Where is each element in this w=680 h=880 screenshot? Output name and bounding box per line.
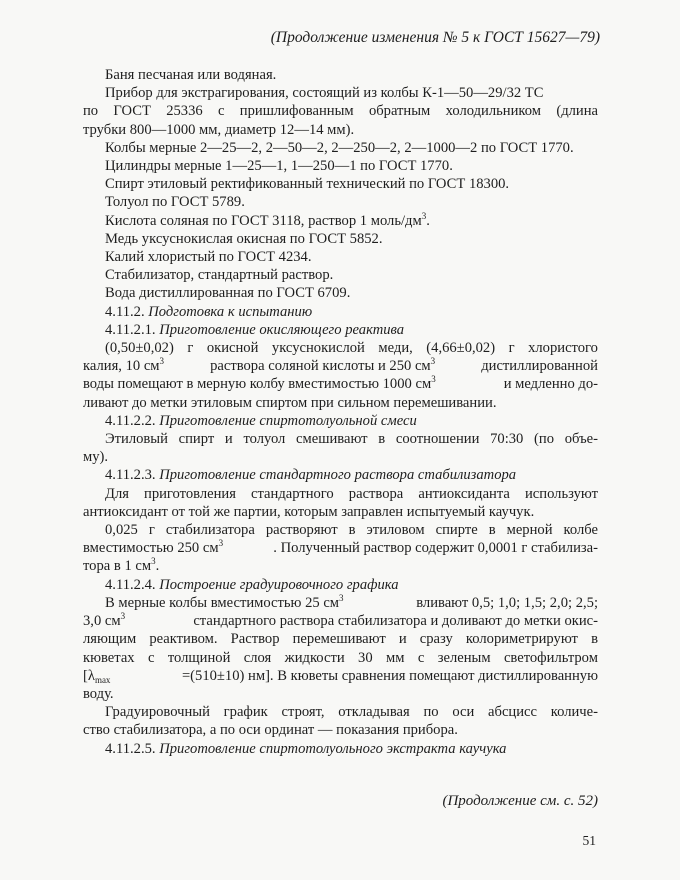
word: ляющим	[83, 631, 137, 648]
word: колбе	[563, 522, 598, 539]
text-line: воду.	[83, 685, 114, 702]
text-line: му).	[83, 449, 109, 466]
text-line	[83, 612, 598, 630]
superscript: 3	[218, 538, 224, 549]
superscript: 3	[159, 356, 165, 367]
word: и	[224, 431, 233, 448]
section-number: 4.11.2.2.	[105, 412, 156, 429]
text-run: вместимостью 250 см	[83, 540, 219, 557]
word: по	[83, 103, 99, 120]
section-heading	[83, 576, 598, 594]
superscript: 3	[120, 611, 126, 622]
text-line	[83, 357, 598, 375]
text-line	[83, 485, 598, 503]
text-line: антиоксидант от той же партии, которым заправлен испытуемый каучук.	[83, 503, 535, 520]
word: стабилизатора	[165, 522, 255, 539]
text-line	[83, 375, 598, 393]
section-title: Приготовление спиртотолуольного экстракта каучука	[159, 740, 507, 757]
text-line	[83, 521, 598, 539]
text-run: В мерные колбы вместимостью 25 см	[105, 594, 340, 611]
word: хлористого	[528, 340, 598, 357]
word: Градуировочный	[105, 704, 210, 721]
text-line: Баня песчаная или водяная.	[105, 67, 277, 83]
word: спирте	[435, 522, 478, 539]
section-title: Подготовка к испытанию	[148, 303, 313, 320]
superscript: 3	[151, 556, 156, 567]
text-run: воды помещают в мерную колбу вместимостью 1000 см	[83, 376, 432, 393]
word: откладывая	[338, 704, 410, 721]
word: график	[223, 704, 268, 721]
section-number: 4.11.2.4.	[105, 576, 156, 593]
word: толщиной	[167, 649, 231, 666]
word: 25336	[166, 103, 203, 120]
document-body	[83, 66, 598, 758]
word: окисной	[206, 340, 259, 357]
word: (4,66±0,02)	[426, 340, 496, 357]
word: реактивом.	[149, 631, 218, 648]
subscript: max	[94, 674, 111, 685]
text-run	[83, 375, 436, 393]
section-title: Приготовление стандартного раствора стабилизатора	[159, 467, 517, 484]
word: г	[508, 340, 515, 357]
text-run: тора в 1 см	[83, 558, 152, 575]
word: строят,	[281, 704, 325, 721]
superscript: 3	[430, 356, 436, 367]
text-line	[83, 703, 598, 721]
page-number: 51	[582, 833, 596, 848]
section-number: 4.11.2.1.	[105, 321, 156, 338]
text-line: Вода дистиллированная по ГОСТ 6709.	[105, 285, 351, 302]
text-run	[83, 612, 125, 630]
word: 30	[358, 649, 373, 666]
text-run	[210, 357, 435, 375]
word: пришлифованным	[239, 103, 354, 120]
word: перемешивают	[292, 631, 386, 648]
word: светофильтром	[503, 649, 598, 666]
word: г	[187, 340, 194, 357]
word: толуол	[243, 431, 286, 448]
section-heading	[83, 321, 598, 339]
section-heading	[83, 303, 598, 321]
text-line	[83, 630, 598, 648]
text-line: Цилиндры мерные 1—25—1, 1—250—1 по ГОСТ 1770.	[105, 158, 453, 175]
word: Для	[105, 485, 129, 502]
text-line	[83, 649, 598, 667]
text-run: .	[155, 558, 160, 575]
section-title: Приготовление спиртотолуольной смеси	[159, 412, 417, 429]
text-line: ливают до метки этиловым спиртом при сильном перемешивании.	[83, 394, 497, 411]
text-line	[83, 430, 598, 448]
word: г	[148, 522, 155, 539]
superscript: 3	[339, 592, 344, 603]
text-run	[83, 357, 164, 375]
word: колориметрируют	[465, 631, 578, 648]
section-title: Приготовление окисляющего реактива	[159, 321, 405, 338]
text-run	[105, 594, 344, 612]
word: (по	[534, 431, 555, 448]
text-run	[83, 667, 110, 685]
word: Раствор	[230, 631, 280, 648]
word: с	[147, 649, 155, 666]
word: с	[217, 103, 225, 120]
text-run	[83, 539, 223, 557]
word: в	[378, 431, 386, 448]
word: холодильником	[445, 103, 542, 120]
superscript: 3	[421, 210, 427, 221]
text-line: Прибор для экстрагирования, состоящий из колбы К-1—50—29/32 ТС	[105, 85, 544, 102]
word: в	[348, 522, 356, 539]
word: стандартного	[251, 485, 334, 502]
text-run: [λ	[83, 667, 95, 684]
section-number: 4.11.2.5.	[105, 740, 156, 757]
word: антиоксиданта	[418, 485, 510, 502]
text-run: дистиллированной	[481, 358, 598, 375]
word: сразу	[419, 631, 453, 648]
word: слоя	[243, 649, 272, 666]
word: приготовления	[144, 485, 236, 502]
word: 0,025	[105, 522, 138, 539]
text-run: стандартного раствора стабилизатора и доливают до метки окис-	[193, 613, 598, 630]
word: спирт	[178, 431, 215, 448]
text-line	[83, 667, 598, 685]
word: раствора	[348, 485, 404, 502]
word: растворяют	[265, 522, 338, 539]
word: жидкости	[284, 649, 345, 666]
text-run: раствора соляной кислоты и 250 см	[210, 358, 431, 375]
text-run: 3,0 см	[83, 613, 121, 630]
text-line: Медь уксуснокислая окисная по ГОСТ 5852.	[105, 230, 383, 247]
section-heading	[83, 740, 598, 758]
word: используют	[524, 485, 598, 502]
text-line	[83, 539, 598, 557]
text-run: и медленно до-	[503, 376, 598, 393]
word: меди,	[378, 340, 413, 357]
word: обратным	[368, 103, 431, 120]
word: Этиловый	[105, 431, 168, 448]
text-line: Стабилизатор, стандартный раствор.	[105, 267, 334, 284]
word: мерной	[506, 522, 553, 539]
word: ГОСТ	[113, 103, 151, 120]
text-line: Спирт этиловый ректификованный технический по ГОСТ 18300.	[105, 176, 510, 193]
section-heading	[83, 466, 598, 484]
section-title: Построение градуировочного графика	[159, 576, 399, 593]
text-run: . Полученный раствор содержит 0,0001 г стабилиза-	[273, 540, 598, 557]
text-line: Колбы мерные 2—25—2, 2—50—2, 2—250—2, 2—1000—2 по ГОСТ 1770.	[105, 139, 574, 156]
word: смешивают	[296, 431, 368, 448]
text-run: =(510±10) нм]. В кюветы сравнения помещают дистиллированную	[181, 667, 598, 684]
text-run: вливают 0,5; 1,0; 1,5; 2,0; 2,5;	[416, 594, 598, 611]
word: 70:30	[490, 431, 524, 448]
word: оси	[452, 704, 475, 721]
text-line	[83, 102, 598, 120]
word: (длина	[556, 103, 598, 120]
word: кюветах	[83, 649, 135, 666]
text-line	[83, 557, 598, 575]
word: по	[423, 704, 439, 721]
text-line: трубки 800—1000 мм, диаметр 12—14 мм).	[83, 121, 355, 138]
word: с	[417, 649, 425, 666]
page-header: (Продолжение изменения № 5 к ГОСТ 15627—79)	[270, 29, 600, 46]
text-line: Толуол по ГОСТ 5789.	[105, 194, 245, 211]
word: (0,50±0,02)	[105, 340, 174, 357]
word: объе-	[564, 431, 598, 448]
continuation-note: (Продолжение см. с. 52)	[442, 793, 598, 809]
word: мм	[385, 649, 405, 666]
text-line	[83, 594, 598, 612]
section-number: 4.11.2.	[105, 303, 145, 320]
text-line: ство стабилизатора, а по оси ординат — показания прибора.	[83, 722, 458, 739]
word: в	[591, 631, 598, 648]
word: соотношении	[395, 431, 480, 448]
text-run: Кислота соляная по ГОСТ 3118, раствор 1 моль/дм	[105, 212, 422, 229]
word: уксуснокислой	[271, 340, 365, 357]
text-line	[83, 212, 598, 230]
word: количе-	[550, 704, 598, 721]
section-heading	[83, 412, 598, 430]
text-line	[83, 339, 598, 357]
text-line: Калий хлористый по ГОСТ 4234.	[105, 249, 312, 266]
text-run: калия, 10 см	[83, 358, 160, 375]
word: зеленым	[437, 649, 491, 666]
word: абсцисс	[488, 704, 538, 721]
superscript: 3	[431, 374, 436, 385]
word: этиловом	[366, 522, 425, 539]
word: в	[488, 522, 496, 539]
word: и	[398, 631, 407, 648]
text-run: .	[426, 212, 430, 229]
section-number: 4.11.2.3.	[105, 467, 156, 484]
